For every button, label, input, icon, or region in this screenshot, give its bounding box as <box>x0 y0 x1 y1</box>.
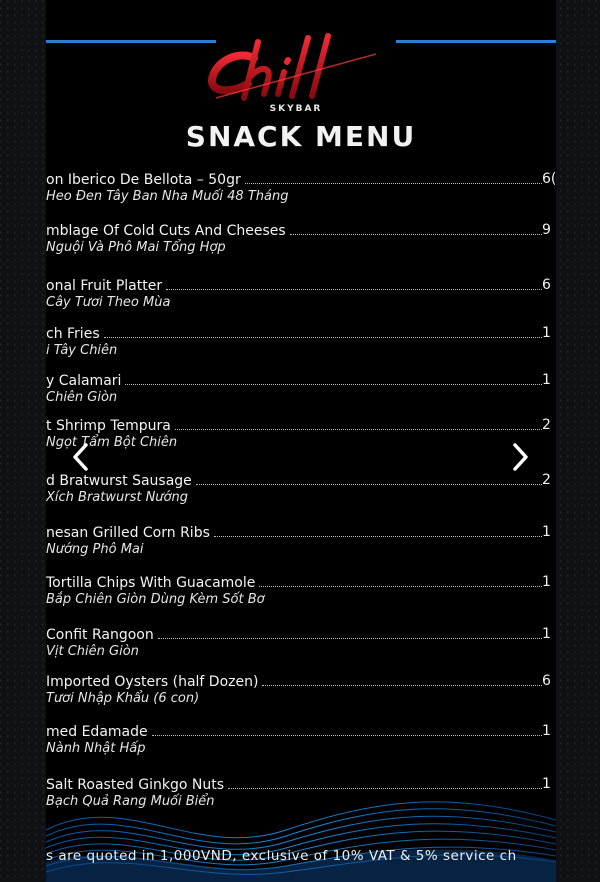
menu-item-name: Imported Oysters (half Dozen) <box>46 674 259 690</box>
header-rule-right <box>396 40 556 43</box>
dotted-leader <box>152 735 542 736</box>
menu-item-translation: Nguội Và Phô Mai Tổng Hợp <box>46 240 226 255</box>
dotted-leader <box>196 484 542 485</box>
menu-item-price: 6( <box>542 171 556 187</box>
dotted-leader <box>125 384 542 385</box>
chill-logo-graphic <box>196 32 396 104</box>
menu-item-name: Confit Rangoon <box>46 627 154 643</box>
dotted-leader <box>214 536 542 537</box>
menu-item-name: y Calamari <box>46 373 122 389</box>
menu-item <box>46 414 556 450</box>
menu-item-name: med Edamade <box>46 724 148 740</box>
menu-item-price: 1 <box>542 574 551 590</box>
menu-item-price: 6 <box>542 277 551 293</box>
menu-item-translation: Heo Đen Tây Ban Nha Muối 48 Tháng <box>46 189 289 204</box>
brand-logo <box>196 32 396 112</box>
brand-subtitle: SKYBAR <box>269 104 323 114</box>
menu-item-translation: Tươi Nhập Khẩu (6 con) <box>46 691 200 706</box>
dotted-leader <box>175 429 542 430</box>
menu-item-price: 1 <box>542 325 551 341</box>
chevron-right-icon <box>505 440 535 474</box>
wave-graphic <box>46 770 556 882</box>
menu-item <box>46 219 556 255</box>
dotted-leader <box>262 685 542 686</box>
menu-item-name: d Bratwurst Sausage <box>46 473 192 489</box>
dotted-leader <box>245 183 542 184</box>
menu-item-translation: i Tây Chiên <box>46 343 118 358</box>
menu-item <box>46 369 556 405</box>
menu-item-price: 1 <box>542 524 551 540</box>
decorative-waves <box>46 770 556 882</box>
dotted-leader <box>158 638 542 639</box>
menu-item-row <box>46 521 556 541</box>
menu-item-row <box>46 414 556 434</box>
menu-item-price: 2 <box>542 472 551 488</box>
menu-item <box>46 670 556 706</box>
menu-item <box>46 322 556 358</box>
menu-item-row <box>46 670 556 690</box>
pricing-note: s are quoted in 1,000VND, exclusive of 10% VAT & 5% service ch <box>46 848 517 864</box>
chevron-left-icon <box>66 440 96 474</box>
menu-item-row <box>46 469 556 489</box>
menu-item-name: onal Fruit Platter <box>46 278 163 294</box>
menu-item-row <box>46 571 556 591</box>
menu-item <box>46 571 556 607</box>
menu-item-translation: Nành Nhật Hấp <box>46 741 146 756</box>
menu-item-translation: Cây Tươi Theo Mùa <box>46 295 171 310</box>
dotted-leader <box>104 337 542 338</box>
menu-item-price: 6 <box>542 673 551 689</box>
next-page-button[interactable] <box>505 440 535 474</box>
menu-item-price: 9 <box>542 222 551 238</box>
menu-item-row <box>46 623 556 643</box>
menu-item-row <box>46 219 556 239</box>
menu-item-name: t Shrimp Tempura <box>46 418 171 434</box>
menu-item-price: 1 <box>542 723 551 739</box>
dotted-leader <box>259 586 542 587</box>
menu-item-row <box>46 369 556 389</box>
menu-item-row <box>46 274 556 294</box>
menu-item <box>46 521 556 557</box>
menu-item <box>46 623 556 659</box>
menu-item-name: mblage Of Cold Cuts And Cheeses <box>46 223 286 239</box>
menu-item-row <box>46 720 556 740</box>
menu-item-translation: Vịt Chiên Giòn <box>46 644 139 659</box>
menu-item <box>46 274 556 310</box>
menu-item <box>46 720 556 756</box>
menu-title: SNACK MENU <box>185 120 417 153</box>
menu-item-price: 1 <box>542 372 551 388</box>
menu-item-price: 1 <box>542 626 551 642</box>
menu-item-translation: Chiên Giòn <box>46 390 118 405</box>
menu-item-translation: Bắp Chiên Giòn Dùng Kèm Sốt Bơ <box>46 592 265 607</box>
menu-item-price: 1 <box>542 776 551 792</box>
menu-item <box>46 168 556 204</box>
dotted-leader <box>166 289 542 290</box>
previous-page-button[interactable] <box>66 440 96 474</box>
menu-item-name: Salt Roasted Ginkgo Nuts <box>46 777 225 793</box>
menu-item-name: Tortilla Chips With Guacamole <box>46 575 256 591</box>
menu-item-translation: Bạch Quả Rang Muối Biển <box>46 794 215 809</box>
menu-item <box>46 469 556 505</box>
menu-page <box>46 0 556 882</box>
menu-item-translation: Ngọt Tẩm Bột Chiên <box>46 435 178 450</box>
menu-item-translation: Xích Bratwurst Nướng <box>46 490 188 505</box>
menu-item-translation: Nướng Phô Mai <box>46 542 144 557</box>
menu-item-price: 2 <box>542 417 551 433</box>
menu-item-name: nesan Grilled Corn Ribs <box>46 525 210 541</box>
dotted-leader <box>290 234 542 235</box>
menu-item-name: on Iberico De Bellota – 50gr <box>46 172 241 188</box>
menu-item-name: ch Fries <box>46 326 100 342</box>
menu-item-row <box>46 168 556 188</box>
header-rule-left <box>46 40 216 43</box>
menu-item-row <box>46 322 556 342</box>
